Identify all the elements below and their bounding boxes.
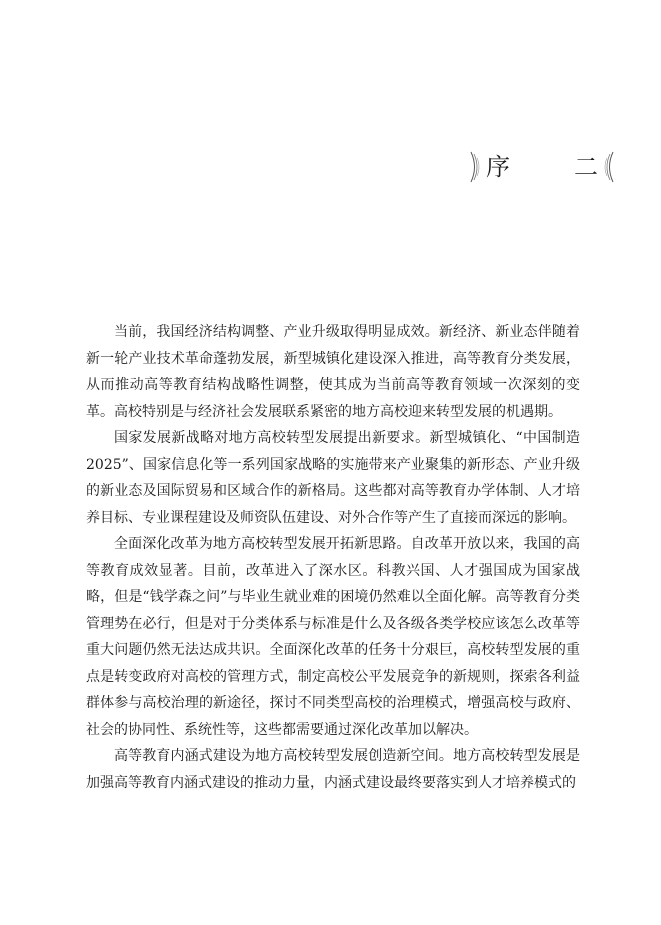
chapter-title [468,150,616,184]
chapter-title-text: 序 二 [486,153,618,181]
paragraph: 全面深化改革为地方高校转型发展开拓新思路。自改革开放以来，我国的高等教育成效显著。目前，改革进入了深水区。科教兴国、人才强国成为国家战略，但是“钱学森之问”与毕业生就业难的困境仍然难以全面化解。高等教育分类管理势在必行，但是对于分类体系与标准是什么及各级各类学校应该怎么改革等重大问题仍然无法达成共识。全面深化改革的任务十分艰巨，高校转型发展的重点是转变政府对高校的管理方式，制定高校公平发展竞争的新规则，探索各利益群体参与高校治理的新途径，探讨不同类型高校的治理模式，增强高校与政府、社会的协同性、系统性等，这些都需要通过深化改革加以解决。 [86,536,580,738]
left-bracket-ornament-icon [468,150,482,184]
preface-body [86,319,580,796]
paragraph: 当前，我国经济结构调整、产业升级取得明显成效。新经济、新业态伴随着新一轮产业技术革命蓬勃发展，新型城镇化建设深入推进，高等教育分类发展，从而推动高等教育结构战略性调整，使其成为当前高等教育领域一次深刻的变革。高校特别是与经济社会发展联系紧密的地方高校迎来转型发展的机遇期。 [86,324,580,420]
right-bracket-ornament-icon [602,150,616,184]
paragraph: 高等教育内涵式建设为地方高校转型发展创造新空间。地方高校转型发展是加强高等教育内涵式建设的推动力量，内涵式建设最终要落实到人才培养模式的 [86,748,580,791]
paragraph: 国家发展新战略对地方高校转型发展提出新要求。新型城镇化、“中国制造2025”、国家信息化等一系列国家战略的实施带来产业聚集的新形态、产业升级的新业态及国际贸易和区域合作的新格局。这些都对高等教育办学体制、人才培养目标、专业课程建设及师资队伍建设、对外合作等产生了直接而深远的影响。 [86,430,580,526]
